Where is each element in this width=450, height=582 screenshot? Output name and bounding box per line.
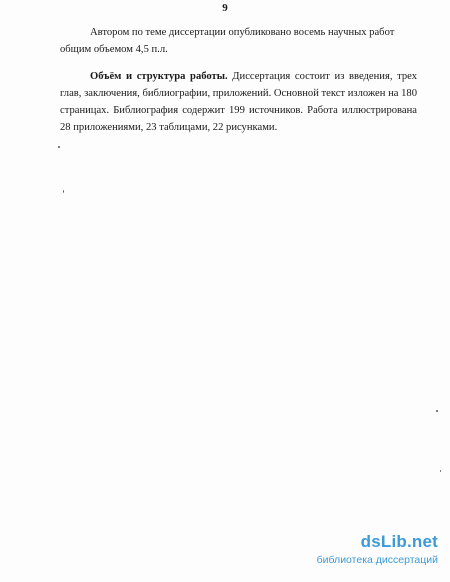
structure-paragraph xyxy=(60,68,417,136)
dslib-subtitle: библиотека диссертаций xyxy=(316,554,438,566)
scan-speck xyxy=(436,410,438,412)
scan-speck xyxy=(440,470,441,472)
scan-speck xyxy=(58,146,60,148)
structure-text: Диссертация состоит из введения, трех глав, заключения, библиографии, приложений. Основной текст изложен на 180 страницах. Библиография содержит 199 источников. Работа иллюстрирована 28 приложениями, 23 таблицами, 22 рисунками. xyxy=(60,71,417,133)
publications-text: Автором по теме диссертации опубликовано восемь научных работ xyxy=(90,27,395,38)
dslib-watermark xyxy=(298,532,438,572)
dslib-logo: dsLib.net xyxy=(360,532,438,551)
publications-volume: общим объемом 4,5 п.л. xyxy=(60,44,168,55)
scan-speck xyxy=(63,190,64,193)
publications-paragraph xyxy=(60,24,417,58)
page-number: 9 xyxy=(222,2,228,14)
structure-heading: Объём и структура работы. xyxy=(90,71,228,82)
